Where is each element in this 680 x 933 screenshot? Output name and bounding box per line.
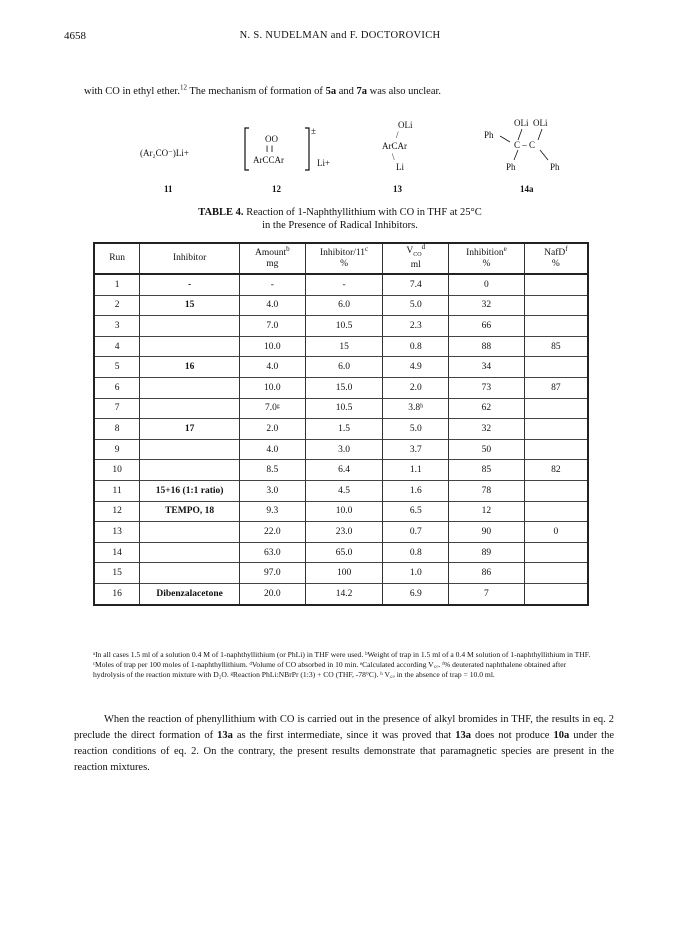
- table-cell: [524, 316, 588, 337]
- table-cell: 15: [305, 336, 383, 357]
- table-cell: 15: [94, 563, 140, 584]
- table-cell: [140, 336, 240, 357]
- table-header-row: [94, 243, 588, 274]
- table-cell: 11: [94, 480, 140, 501]
- intro-mid: and: [336, 86, 357, 97]
- label-12: 12: [272, 184, 281, 194]
- table-cell: 8: [94, 419, 140, 440]
- table-cell: 89: [449, 542, 525, 563]
- table-cell: [524, 542, 588, 563]
- table-row: [94, 542, 588, 563]
- table-cell: 100: [305, 563, 383, 584]
- structure-12-bonds: ‖ ‖: [266, 144, 274, 154]
- table-cell: 17: [140, 419, 240, 440]
- table-row: [94, 274, 588, 295]
- table-cell: [140, 316, 240, 337]
- table-row: [94, 522, 588, 543]
- table-cell: 5.0: [383, 419, 449, 440]
- table-cell: 15: [140, 295, 240, 316]
- ref-12: 12: [179, 83, 187, 92]
- table-cell: [524, 419, 588, 440]
- structure-12-core: ArCCAr: [253, 155, 284, 165]
- table-title-line2: in the Presence of Radical Inhibitors.: [262, 220, 418, 231]
- table-cell: 62: [449, 398, 525, 419]
- table-cell: 4: [94, 336, 140, 357]
- page-number: 4658: [64, 30, 86, 42]
- table-cell: 13: [94, 522, 140, 543]
- table-cell: [140, 522, 240, 543]
- table-row: [94, 357, 588, 378]
- label-13: 13: [393, 184, 402, 194]
- table-cell: 10.0: [305, 501, 383, 522]
- table-cell: 87: [524, 377, 588, 398]
- table-cell: 2: [94, 295, 140, 316]
- table-row: [94, 316, 588, 337]
- structure-12: [243, 126, 333, 172]
- table-cell: 85: [449, 460, 525, 481]
- structure-11: [140, 148, 189, 159]
- table-cell: 3.0: [239, 480, 305, 501]
- table-cell: [524, 563, 588, 584]
- table-cell: [140, 563, 240, 584]
- table-cell: -: [239, 274, 305, 295]
- table-cell: [524, 295, 588, 316]
- structure-14a-ph-left: Ph: [484, 130, 494, 140]
- table-cell: 20.0: [239, 583, 305, 604]
- running-head: N. S. NUDELMAN and F. DOCTOROVICH: [239, 30, 441, 41]
- table-cell: 88: [449, 336, 525, 357]
- table-cell: 6.4: [305, 460, 383, 481]
- table-row: [94, 583, 588, 604]
- structure-13-li: Li: [396, 162, 404, 172]
- table-cell: 65.0: [305, 542, 383, 563]
- col-header-amount: Amount$^b$ mg: [239, 243, 305, 274]
- table-cell: 6: [94, 377, 140, 398]
- table-cell: 16: [140, 357, 240, 378]
- structure-13: [380, 120, 430, 180]
- table-cell: 50: [449, 439, 525, 460]
- data-table: [93, 242, 589, 606]
- table-cell: 0: [524, 522, 588, 543]
- structure-14a-olis: OLi OLi: [514, 118, 548, 128]
- table-cell: 2.0: [383, 377, 449, 398]
- table-cell: 1.1: [383, 460, 449, 481]
- table-cell: 14.2: [305, 583, 383, 604]
- table-cell: 2.3: [383, 316, 449, 337]
- table-cell: 5.0: [383, 295, 449, 316]
- compound-7a: 7a: [356, 86, 367, 97]
- structure-11-formula: (Ar₂CO⁻)Li+: [140, 148, 189, 158]
- table-cell: 3.8ʰ: [383, 398, 449, 419]
- table-cell: 14: [94, 542, 140, 563]
- table-cell: 4.0: [239, 439, 305, 460]
- table-cell: TEMPO, 18: [140, 501, 240, 522]
- structure-14a-ph-bl: Ph: [506, 162, 516, 172]
- table-cell: 6.5: [383, 501, 449, 522]
- table-cell: [140, 377, 240, 398]
- table-cell: 1: [94, 274, 140, 295]
- table-title-text: Reaction of 1-Naphthyllithium with CO in THF at 25°C: [243, 207, 482, 218]
- table-cell: 12: [94, 501, 140, 522]
- structure-14a-cc: C – C: [514, 140, 536, 150]
- table-cell: [524, 501, 588, 522]
- table-cell: [140, 460, 240, 481]
- table-cell: 23.0: [305, 522, 383, 543]
- table-cell: 6.0: [305, 295, 383, 316]
- structure-12-counter: Li+: [317, 158, 331, 168]
- chemical-structures: [0, 118, 680, 203]
- table-cell: 2.0: [239, 419, 305, 440]
- table-row: [94, 439, 588, 460]
- body-paragraph: When the reaction of phenyllithium with CO is carried out in the presence of alkyl bromides in THF, the results in eq. 2 preclude the direct formation of 13a as the first intermediate, since it was proved that 13a does not produce 10a under the reaction conditions of eq. 2. On the contrary, the present results demonstrate that paramagnetic species are present in the reaction mixtures.: [74, 714, 614, 773]
- table-cell: 8.5: [239, 460, 305, 481]
- structure-14a-ph-br: Ph: [550, 162, 560, 172]
- table-cell: -: [140, 274, 240, 295]
- table-cell: 0.8: [383, 542, 449, 563]
- table-cell: 15+16 (1:1 ratio): [140, 480, 240, 501]
- table-cell: 6.9: [383, 583, 449, 604]
- table-cell: 7: [449, 583, 525, 604]
- intro-end: was also unclear.: [366, 86, 442, 97]
- table-row: [94, 419, 588, 440]
- table-cell: 10.0: [239, 377, 305, 398]
- table-cell: 7.0: [239, 316, 305, 337]
- table-cell: 82: [524, 460, 588, 481]
- table-cell: 34: [449, 357, 525, 378]
- table-cell: 0: [449, 274, 525, 295]
- table-cell: 86: [449, 563, 525, 584]
- table-cell: 22.0: [239, 522, 305, 543]
- table-row: [94, 336, 588, 357]
- structure-13-bslash: \: [392, 152, 395, 162]
- table-cell: 9.3: [239, 501, 305, 522]
- table-cell: 15.0: [305, 377, 383, 398]
- structure-14a: [478, 118, 588, 178]
- table-footnote: ᵃIn all cases 1.5 ml of a solution 0.4 M of 1-naphthyllithium (or PhLi) in THF were used. ᵇWeight of trap in 1.5 ml of a 0.4 M solution of 1-naphthyllithium in THF. ᶜMoles of trap per 100 moles of 1-naphthyllithium. ᵈVolume of CO absorbed in 10 min. ᵉCalculated according V꜀ₒ. ᶠ% deuterated naphthalene obtained after hydrolysis of the reaction mixture with D₂O. ᵍReaction PhLi:NBrPr (1:3) + CO (THF, -78°C). ʰ V꜀ₒ in the absence of trap = 10.0 ml.: [93, 650, 591, 679]
- table-cell: 0.7: [383, 522, 449, 543]
- table-title-label: TABLE 4.: [198, 207, 244, 218]
- table-cell: [524, 274, 588, 295]
- table-cell: [140, 439, 240, 460]
- col-header-ratio: Inhibitor/11$^c$ %: [305, 243, 383, 274]
- table-cell: [524, 357, 588, 378]
- table-cell: Dibenzalacetone: [140, 583, 240, 604]
- table-cell: 4.0: [239, 357, 305, 378]
- table-cell: [524, 583, 588, 604]
- table-cell: -: [305, 274, 383, 295]
- table-cell: 7.0ᵍ: [239, 398, 305, 419]
- compound-10a: 10a: [553, 730, 570, 741]
- table-cell: 4.0: [239, 295, 305, 316]
- table-row: [94, 398, 588, 419]
- col-header-inhibitor: Inhibitor: [140, 243, 240, 274]
- col-header-run: Run: [94, 243, 140, 274]
- table-row: [94, 501, 588, 522]
- structure-13-oli: OLi: [398, 120, 413, 130]
- table-cell: [524, 398, 588, 419]
- table-cell: 5: [94, 357, 140, 378]
- compound-5a: 5a: [325, 86, 337, 97]
- table-cell: 9: [94, 439, 140, 460]
- table-row: [94, 563, 588, 584]
- table-cell: 4.5: [305, 480, 383, 501]
- table-cell: 1.6: [383, 480, 449, 501]
- table-cell: 97.0: [239, 563, 305, 584]
- table-cell: 10.0: [239, 336, 305, 357]
- structure-13-core: ArCAr: [382, 141, 407, 151]
- table-cell: 7: [94, 398, 140, 419]
- table-cell: 12: [449, 501, 525, 522]
- table-cell: 10: [94, 460, 140, 481]
- intro-line: [84, 83, 442, 97]
- table-cell: 78: [449, 480, 525, 501]
- table-row: [94, 460, 588, 481]
- table-cell: [524, 439, 588, 460]
- table-cell: 85: [524, 336, 588, 357]
- table-row: [94, 480, 588, 501]
- compound-13a-second: 13a: [455, 730, 471, 741]
- label-14a: 14a: [520, 184, 534, 194]
- intro-text: with CO in ethyl ether.: [84, 86, 180, 97]
- table-cell: 32: [449, 295, 525, 316]
- col-header-vco: $V_{CO}^d$ ml: [383, 243, 449, 274]
- col-header-nafd: NafD$^f$ %: [524, 243, 588, 274]
- table-cell: 63.0: [239, 542, 305, 563]
- table-cell: 0.8: [383, 336, 449, 357]
- table-cell: 6.0: [305, 357, 383, 378]
- table-cell: 3: [94, 316, 140, 337]
- table-cell: 90: [449, 522, 525, 543]
- table-title: [0, 206, 680, 232]
- table-row: [94, 377, 588, 398]
- table-cell: 66: [449, 316, 525, 337]
- table-cell: 16: [94, 583, 140, 604]
- structure-13-slash: /: [396, 130, 399, 140]
- table-row: [94, 295, 588, 316]
- table-cell: 3.7: [383, 439, 449, 460]
- table-cell: [140, 398, 240, 419]
- compound-13a: 13a: [217, 730, 233, 741]
- table-cell: 1.5: [305, 419, 383, 440]
- table-cell: [140, 542, 240, 563]
- table-cell: 7.4: [383, 274, 449, 295]
- table-cell: 10.5: [305, 316, 383, 337]
- table-cell: [524, 480, 588, 501]
- table-cell: 3.0: [305, 439, 383, 460]
- structure-12-oxygens: OO: [265, 134, 278, 144]
- table-cell: 73: [449, 377, 525, 398]
- structure-12-charge: ±: [311, 126, 316, 136]
- table-cell: 1.0: [383, 563, 449, 584]
- intro-text-2: The mechanism of formation of: [186, 86, 326, 97]
- col-header-inhibition: Inhibition$^e$ %: [449, 243, 525, 274]
- table-cell: 4.9: [383, 357, 449, 378]
- label-11: 11: [164, 184, 173, 194]
- table-cell: 32: [449, 419, 525, 440]
- table-cell: 10.5: [305, 398, 383, 419]
